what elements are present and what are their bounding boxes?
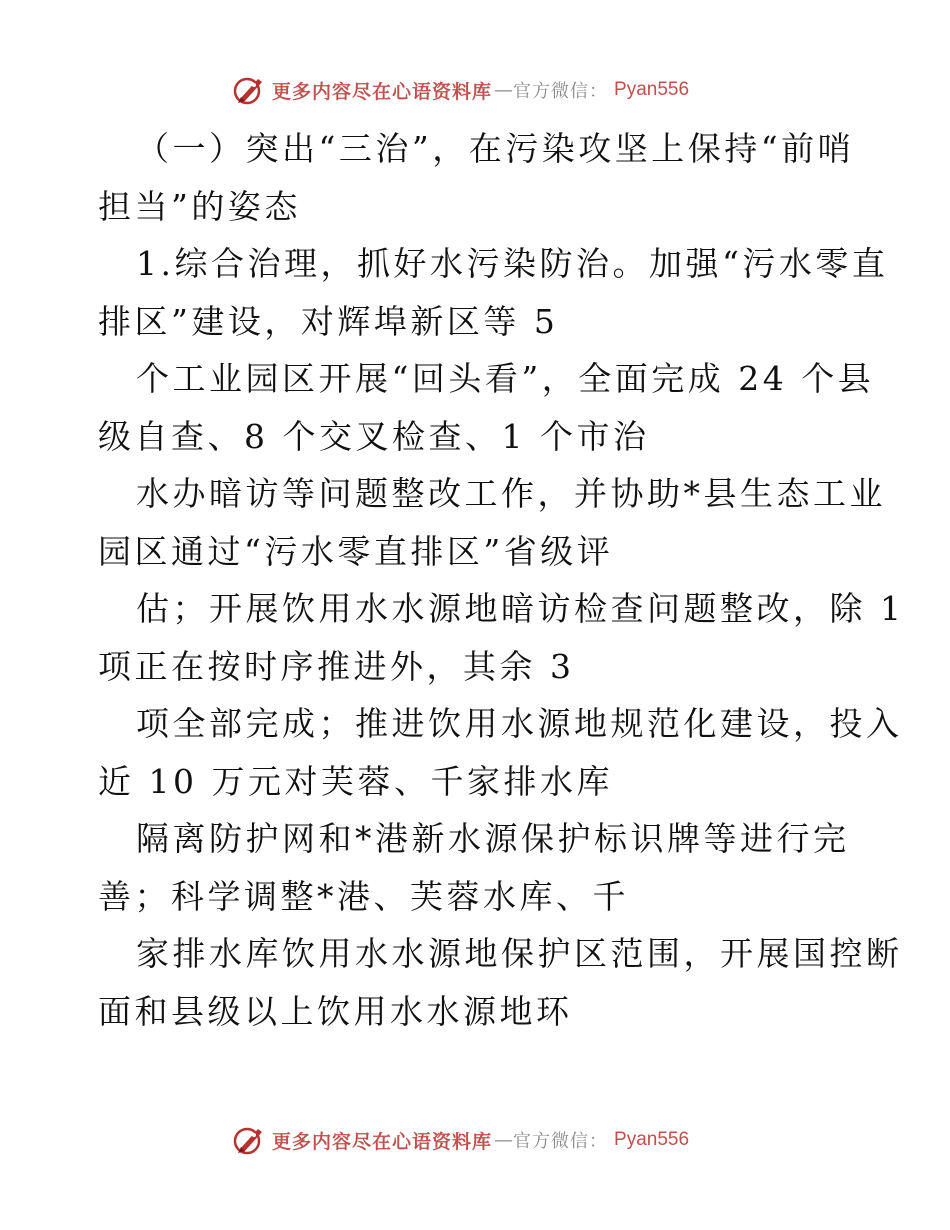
paragraph-line: 园区通过“污水零直排区”省级评 bbox=[98, 531, 614, 571]
document-body bbox=[98, 120, 905, 1040]
pen-logo-icon bbox=[232, 1123, 266, 1157]
watermark-text: 更多内容尽在心语资料库 bbox=[272, 80, 493, 103]
paragraph-line: 估；开展饮用水水源地暗访检查问题整改，除 1 bbox=[136, 589, 905, 628]
paragraph-line: 隔离防护网和*港新水源保护标识牌等进行完 bbox=[136, 819, 850, 858]
watermark-handle: Pyan556 bbox=[614, 1129, 690, 1150]
footer-watermark bbox=[232, 1120, 689, 1160]
paragraph-line: 个工业园区开展“回头看”，全面完成 24 个县 bbox=[136, 359, 875, 398]
section-heading-line: （一）突出“三治”，在污染攻坚上保持“前哨 bbox=[136, 129, 855, 168]
pen-logo-icon bbox=[232, 73, 266, 107]
paragraph-line: 项全部完成；推进饮用水源地规范化建设，投入 bbox=[136, 704, 903, 743]
paragraph-line: 善；科学调整*港、芙蓉水库、千 bbox=[98, 876, 629, 916]
watermark-label: 官方微信： bbox=[513, 1131, 609, 1152]
paragraph-line: 1.综合治理，抓好水污染防治。加强“污水零直 bbox=[136, 244, 889, 283]
paragraph-line: 级自查、8 个交叉检查、1 个市治 bbox=[98, 416, 650, 456]
paragraph-line: 排区”建设，对辉埠新区等 5 bbox=[98, 301, 559, 341]
paragraph-line: 项正在按时序推进外，其余 3 bbox=[98, 646, 575, 686]
paragraph-line: 水办暗访等问题整改工作，并协助*县生态工业 bbox=[136, 474, 886, 513]
watermark-label: 官方微信： bbox=[513, 81, 609, 102]
paragraph-line: 家排水库饮用水水源地保护区范围，开展国控断 bbox=[136, 934, 903, 973]
section-heading-line: 担当”的姿态 bbox=[98, 186, 301, 226]
watermark-separator: — bbox=[494, 1129, 514, 1151]
paragraph-line: 近 10 万元对芙蓉、千家排水库 bbox=[98, 761, 613, 801]
watermark-text: 更多内容尽在心语资料库 bbox=[272, 1130, 493, 1153]
header-watermark bbox=[232, 70, 689, 110]
watermark-separator: — bbox=[494, 79, 514, 101]
watermark-handle: Pyan556 bbox=[614, 79, 690, 100]
paragraph-line: 面和县级以上饮用水水源地环 bbox=[98, 991, 573, 1031]
